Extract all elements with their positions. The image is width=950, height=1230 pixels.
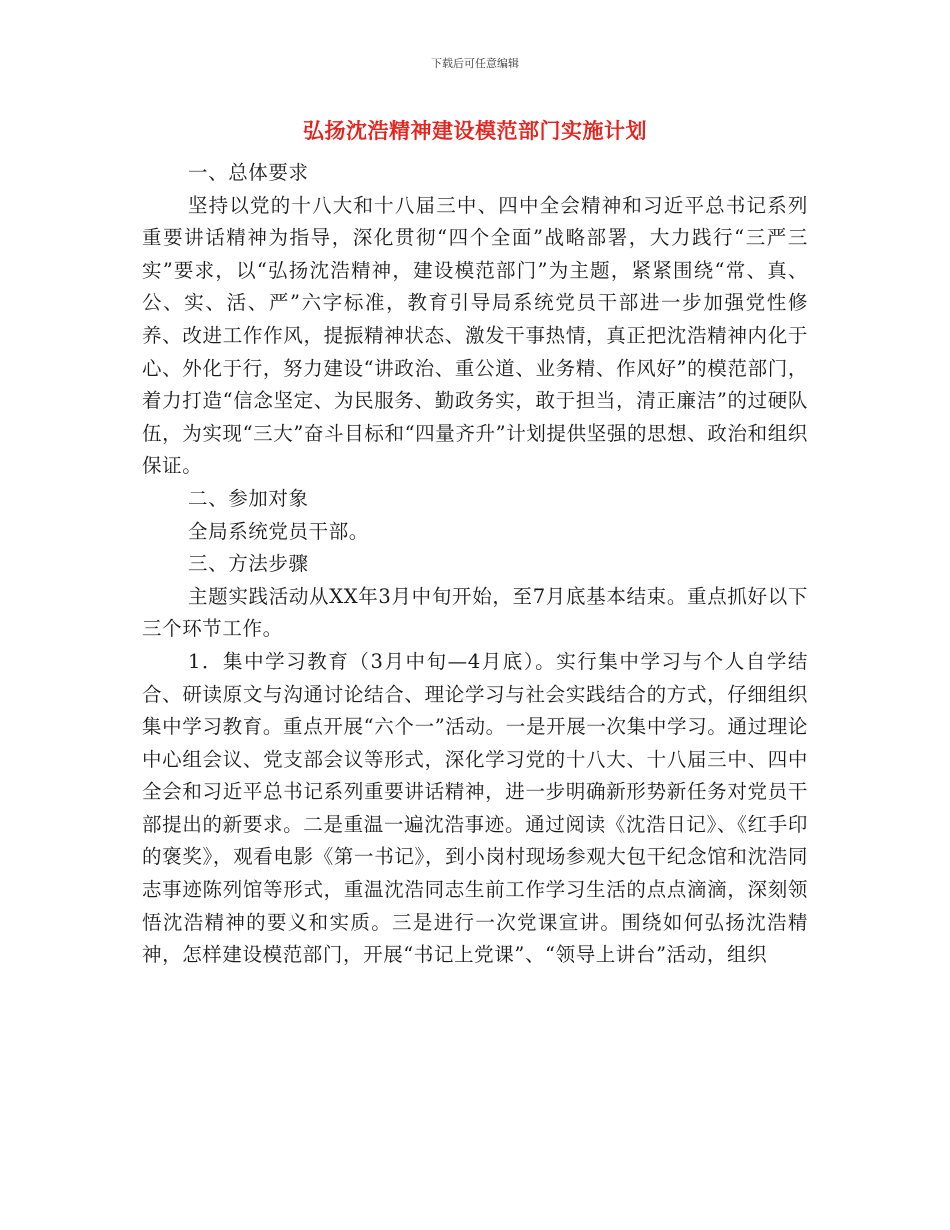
paragraph-methods-intro: 主题实践活动从XX年3月中旬开始，至7月底基本结束。重点抓好以下三个环节工作。 — [142, 584, 808, 641]
section-heading-methods-steps: 三、方法步骤 — [188, 552, 309, 576]
document-title: 弘扬沈浩精神建设模范部门实施计划 — [303, 119, 647, 143]
header-note: 下载后可任意编辑 — [431, 57, 519, 70]
paragraph-participants: 全局系统党员干部。 — [188, 519, 369, 543]
document-body — [142, 157, 808, 972]
section-heading-participants: 二、参加对象 — [188, 486, 309, 510]
paragraph-general-requirements: 坚持以党的十八大和十八届三中、四中全会精神和习近平总书记系列重要讲话精神为指导，深化贯彻“四个全面”战略部署，大力践行“三严三实”要求，以“弘扬沈浩精神，建设模范部门”为主题，紧紧围绕“常、真、公、实、活、严”六字标准，教育引导局系统党员干部进一步加强党性修养、改进工作作风，提振精神状态、激发干事热情，真正把沈浩精神内化于心、外化于行，努力建设“讲政治、重公道、业务精、作风好”的模范部门，着力打造“信念坚定、为民服务、勤政务实，敢于担当，清正廉洁”的过硬队伍，为实现“三大”奋斗目标和“四量齐升”计划提供坚强的思想、政治和组织保证。 — [142, 193, 808, 478]
paragraph-step-1: 1．集中学习教育（3月中旬—4月底）。实行集中学习与个人自学结合、研读原文与沟通讨论结合、理论学习与社会实践结合的方式，仔细组织集中学习教育。重点开展“六个一”活动。一是开展一次集中学习。通过理论中心组会议、党支部会议等形式，深化学习党的十八大、十八届三中、四中全会和习近平总书记系列重要讲话精神，进一步明确新形势新任务对党员干部提出的新要求。二是重温一遍沈浩事迹。通过阅读《沈浩日记》、《红手印的褒奖》，观看电影《第一书记》，到小岗村现场参观大包干纪念馆和沈浩同志事迹陈列馆等形式，重温沈浩同志生前工作学习生活的点点滴滴，深刻领悟沈浩精神的要义和实质。三是进行一次党课宣讲。围绕如何弘扬沈浩精神，怎样建设模范部门，开展“书记上党课”、“领导上讲台”活动，组织 — [142, 649, 808, 967]
section-heading-general-requirements: 一、总体要求 — [188, 161, 309, 184]
